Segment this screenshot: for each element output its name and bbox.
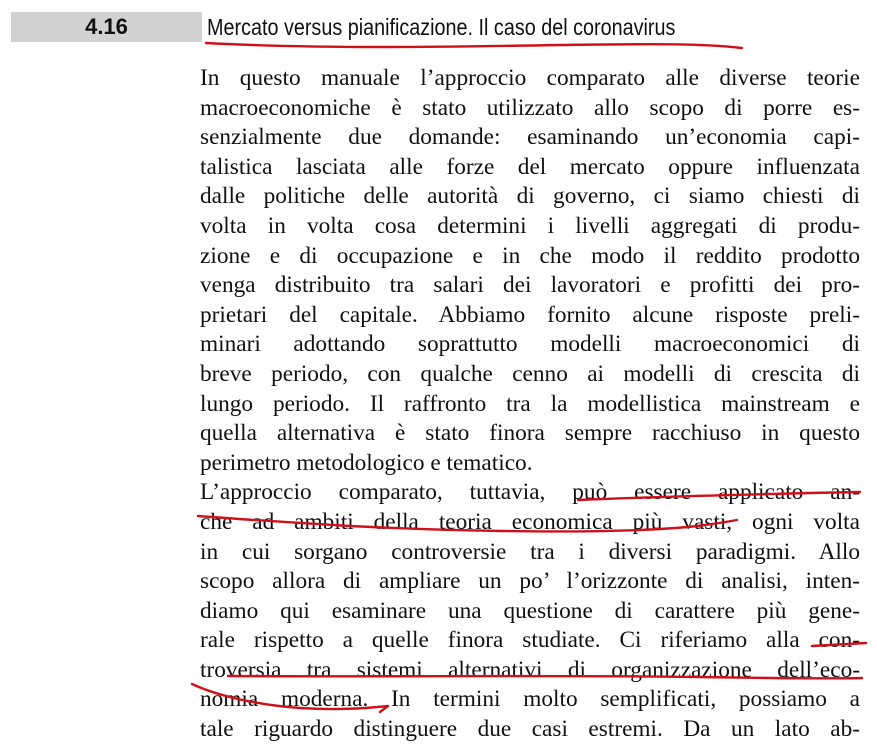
text-line: volta in volta cosa determini i livelli aggregati di produ- xyxy=(200,212,860,239)
body-text xyxy=(200,64,860,745)
paragraph-1 xyxy=(200,64,860,478)
text-line: dalle politiche delle autorità di governo, ci siamo chiesti di xyxy=(200,183,860,210)
section-number-bar xyxy=(11,12,202,42)
text-line: senzialmente due domande: esaminando un’economia capi- xyxy=(200,124,860,151)
text-line: venga distribuito tra salari dei lavoratori e profitti dei pro- xyxy=(200,272,860,299)
text-line: talistica lasciata alle forze del mercato oppure influenzata xyxy=(200,153,860,180)
text-line: minari adottando soprattutto modelli macroeconomici di xyxy=(200,331,860,358)
section-header xyxy=(202,12,877,42)
text-line: macroeconomiche è stato utilizzato allo scopo di porre es- xyxy=(200,94,860,121)
text-line: zione e di occupazione e in che modo il reddito prodotto xyxy=(200,242,860,269)
text-line: che ad ambiti della teoria economica più vasti, ogni volta xyxy=(200,508,860,535)
text-line: troversia tra sistemi alternativi di organizzazione dell’eco- xyxy=(200,656,860,683)
text-line: perimetro metodologico e tematico. xyxy=(200,449,533,476)
section-title: Mercato versus pianificazione. Il caso del coronavirus xyxy=(207,13,676,40)
text-line: L’approccio comparato, tuttavia, può essere applicato an- xyxy=(200,479,860,506)
text-line: tale riguardo distinguere due casi estremi. Da un lato ab- xyxy=(200,716,860,743)
text-line: breve periodo, con qualche cenno ai modelli di crescita di xyxy=(200,360,860,387)
text-line: quella alternativa è stato finora sempre racchiuso in questo xyxy=(200,420,860,447)
section-number: 4.16 xyxy=(85,14,128,39)
text-line: scopo allora di ampliare un po’ l’orizzonte di analisi, inten- xyxy=(200,568,860,595)
paragraph-2 xyxy=(200,478,860,744)
text-line: lungo periodo. Il raffronto tra la modellistica mainstream e xyxy=(200,390,860,417)
text-line: in cui sorgano controversie tra i diversi paradigmi. Allo xyxy=(200,538,860,565)
text-line: rale rispetto a quelle finora studiate. Ci riferiamo alla con- xyxy=(200,627,860,654)
text-line: nomia moderna. In termini molto semplificati, possiamo a xyxy=(200,686,860,713)
text-line: diamo qui esaminare una questione di carattere più gene- xyxy=(200,597,860,624)
text-line: In questo manuale l’approccio comparato alle diverse teorie xyxy=(200,65,860,91)
text-line: prietari del capitale. Abbiamo fornito alcune risposte preli- xyxy=(200,301,860,328)
title-underline xyxy=(206,43,742,48)
